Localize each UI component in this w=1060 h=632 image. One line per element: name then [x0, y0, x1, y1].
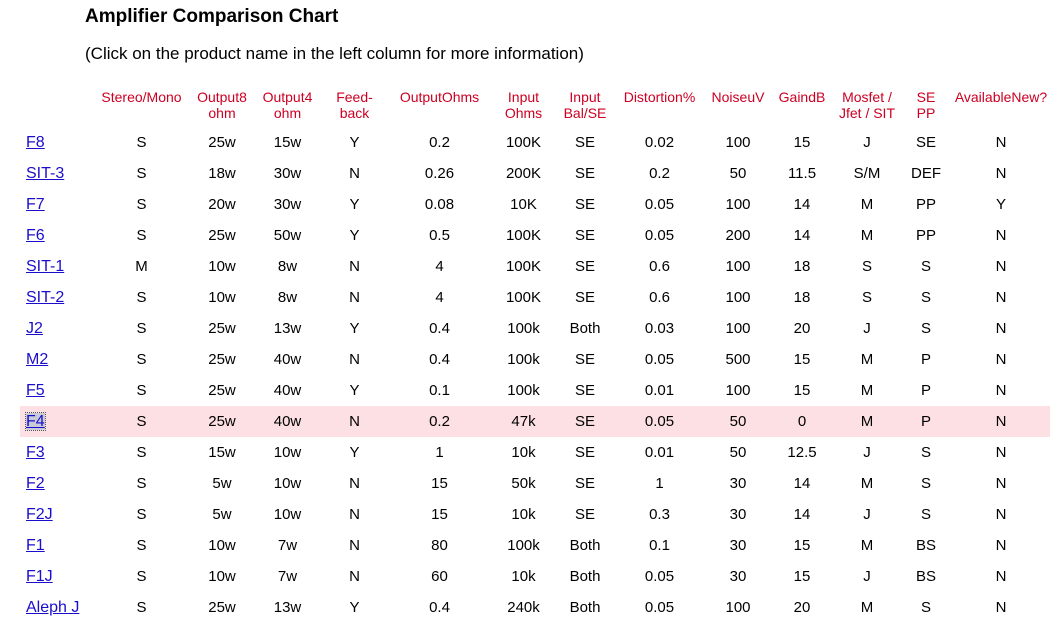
- header-row: [20, 89, 1050, 127]
- gain-cell: 15: [793, 537, 811, 554]
- feedback-cell: N: [349, 351, 360, 368]
- feedback-cell: N: [349, 289, 360, 306]
- product-link[interactable]: SIT-1: [26, 257, 65, 275]
- distortion-cell: 0.05: [613, 406, 706, 437]
- stereo-mono-cell: S: [136, 475, 147, 492]
- table-row: [20, 220, 1050, 251]
- header-label-line1: Feed-: [336, 89, 373, 105]
- table-row: [20, 499, 1050, 530]
- output-ohms-cell: 0.4: [429, 351, 450, 368]
- product-name-cell: [20, 344, 94, 375]
- noise-cell: 50: [729, 444, 747, 461]
- distortion-cell: 0.1: [649, 537, 670, 554]
- input-bal-se-cell: Both: [569, 537, 601, 554]
- output8-cell: 25w: [208, 599, 236, 616]
- available-new-cell: N: [995, 227, 1007, 244]
- stereo-mono-cell: S: [136, 196, 147, 213]
- se-pp-cell: SE: [915, 134, 936, 151]
- available-new-cell: N: [995, 537, 1007, 554]
- output-ohms-cell: 15: [431, 475, 448, 492]
- se-pp-cell: P: [920, 351, 931, 368]
- output-ohms-cell: 80: [431, 537, 448, 554]
- product-link[interactable]: F7: [26, 195, 45, 213]
- product-name-cell: [20, 220, 94, 251]
- stereo-mono-cell: S: [136, 444, 147, 461]
- se-pp-cell: P: [920, 382, 931, 399]
- product-link[interactable]: F2: [26, 474, 45, 492]
- header-gain: [770, 89, 834, 127]
- se-pp-cell: S: [920, 444, 931, 461]
- output-ohms-cell: 0.26: [424, 165, 455, 182]
- noise-cell: 100: [725, 382, 751, 399]
- header-label-line1: Stereo/Mono: [101, 89, 182, 105]
- product-name-cell: [20, 375, 94, 406]
- output-ohms-cell: 0.5: [429, 227, 450, 244]
- available-new-cell: N: [995, 320, 1007, 337]
- distortion-cell: 0.01: [644, 444, 675, 461]
- header-label-line2: back: [339, 105, 370, 121]
- input-ohms-cell: 50k: [511, 475, 536, 492]
- product-link[interactable]: F5: [26, 381, 45, 399]
- header-noise: [706, 89, 770, 127]
- input-ohms-cell: 100K: [505, 258, 542, 275]
- output8-cell: 25w: [189, 406, 255, 437]
- product-link[interactable]: SIT-2: [26, 288, 65, 306]
- output4-cell: 7w: [277, 537, 298, 554]
- table-row: [20, 158, 1050, 189]
- stereo-mono-cell: S: [136, 537, 147, 554]
- gain-cell: 15: [793, 134, 811, 151]
- input-ohms-cell: 100k: [507, 351, 540, 368]
- product-link[interactable]: F6: [26, 226, 45, 244]
- header-se-pp: [900, 89, 952, 127]
- table-row: [20, 592, 1050, 623]
- device-type-cell: J: [863, 444, 871, 461]
- device-type-cell: M: [860, 227, 874, 244]
- product-name-cell: [20, 592, 94, 623]
- output8-cell: 20w: [208, 196, 236, 213]
- available-new-cell: N: [995, 351, 1007, 368]
- available-new-cell: N: [995, 444, 1007, 461]
- output4-cell: 10w: [273, 444, 302, 461]
- header-label-line2: Bal/SE: [563, 105, 607, 121]
- available-new-cell: N: [952, 406, 1050, 437]
- product-name-cell: [20, 530, 94, 561]
- stereo-mono-cell: S: [136, 289, 147, 306]
- gain-cell: 18: [793, 289, 811, 306]
- stereo-mono-cell: S: [136, 320, 147, 337]
- input-bal-se-cell: SE: [574, 165, 595, 182]
- table-body: [20, 127, 1050, 623]
- output8-cell: 10w: [208, 537, 236, 554]
- output8-cell: 25w: [208, 382, 236, 399]
- distortion-cell: 0.05: [644, 227, 675, 244]
- output8-cell: 10w: [208, 568, 236, 585]
- header-product: [20, 89, 94, 127]
- output-ohms-cell: 15: [431, 506, 448, 523]
- se-pp-cell: S: [920, 506, 931, 523]
- input-bal-se-cell: SE: [574, 289, 595, 306]
- header-label-line1: NoiseuV: [711, 89, 765, 105]
- input-bal-se-cell: SE: [574, 196, 595, 213]
- feedback-cell: N: [349, 165, 360, 182]
- available-new-cell: N: [995, 475, 1007, 492]
- se-pp-cell: DEF: [911, 165, 941, 182]
- noise-cell: 50: [706, 406, 770, 437]
- device-type-cell: S: [861, 258, 872, 275]
- available-new-cell: Y: [995, 196, 1006, 213]
- header-distortion: [613, 89, 706, 127]
- output4-cell: 10w: [273, 475, 302, 492]
- available-new-cell: N: [995, 289, 1007, 306]
- output-ohms-cell: 60: [431, 568, 448, 585]
- output4-cell: 8w: [277, 289, 298, 306]
- device-type-cell: S/M: [853, 165, 881, 182]
- noise-cell: 500: [725, 351, 751, 368]
- stereo-mono-cell: S: [136, 382, 147, 399]
- header-label-line1: Mosfet /: [842, 89, 892, 105]
- gain-cell: 20: [793, 599, 811, 616]
- input-bal-se-cell: SE: [574, 444, 595, 461]
- header-label-line1: Output8: [197, 89, 247, 105]
- output8-cell: 10w: [208, 289, 236, 306]
- header-label-line2: ohm: [273, 105, 302, 121]
- input-ohms-cell: 100K: [505, 289, 542, 306]
- output8-cell: 25w: [208, 320, 236, 337]
- header-output8: [189, 89, 255, 127]
- output4-cell: 30w: [273, 165, 302, 182]
- feedback-cell: Y: [349, 599, 360, 616]
- noise-cell: 200: [725, 227, 751, 244]
- output4-cell: 15w: [273, 134, 302, 151]
- distortion-cell: 1: [655, 475, 664, 492]
- gain-cell: 15: [793, 382, 811, 399]
- header-label-line2: Jfet / SIT: [838, 105, 895, 121]
- product-link[interactable]: F1J: [26, 567, 53, 585]
- distortion-cell: 0.02: [644, 134, 675, 151]
- device-type-cell: M: [860, 196, 874, 213]
- distortion-cell: 0.6: [649, 289, 670, 306]
- product-link[interactable]: F1: [26, 536, 45, 554]
- gain-cell: 14: [793, 196, 811, 213]
- input-ohms-cell: 10K: [510, 196, 537, 213]
- page-subtitle: (Click on the product name in the left column for more information): [85, 44, 584, 63]
- se-pp-cell: PP: [915, 196, 936, 213]
- stereo-mono-cell: S: [136, 568, 147, 585]
- available-new-cell: N: [995, 134, 1007, 151]
- input-ohms-cell: 200K: [505, 165, 542, 182]
- output-ohms-cell: 4: [435, 258, 444, 275]
- product-link[interactable]: F4: [26, 412, 45, 430]
- output8-cell: 18w: [208, 165, 236, 182]
- output4-cell: 10w: [273, 506, 302, 523]
- table-row: [20, 375, 1050, 406]
- device-type-cell: M: [860, 351, 874, 368]
- header-input-bal-se: [557, 89, 613, 127]
- product-link[interactable]: M2: [26, 350, 49, 368]
- se-pp-cell: S: [920, 320, 931, 337]
- header-label-line1: Input: [507, 89, 540, 105]
- table-row: [20, 561, 1050, 592]
- header-feedback: [320, 89, 389, 127]
- feedback-cell: Y: [349, 320, 360, 337]
- device-type-cell: J: [863, 134, 871, 151]
- product-link[interactable]: SIT-3: [26, 164, 65, 182]
- input-bal-se-cell: SE: [574, 351, 595, 368]
- header-device-type: [834, 89, 900, 127]
- table-row: [20, 251, 1050, 282]
- available-new-cell: N: [995, 599, 1007, 616]
- header-label-line1: OutputOhms: [399, 89, 480, 105]
- output-ohms-cell: 0.08: [424, 196, 455, 213]
- header-label-line1: AvailableNew?: [954, 89, 1048, 105]
- device-type-cell: M: [860, 475, 874, 492]
- output8-cell: 25w: [208, 134, 236, 151]
- header-label-line1: Output4: [262, 89, 313, 105]
- output-ohms-cell: 0.4: [429, 320, 450, 337]
- header-label-line1: Input: [569, 89, 601, 105]
- stereo-mono-cell: M: [135, 258, 148, 275]
- feedback-cell: Y: [349, 196, 360, 213]
- feedback-cell: N: [349, 475, 360, 492]
- output4-cell: 8w: [277, 258, 298, 275]
- noise-cell: 100: [725, 134, 751, 151]
- output8-cell: 5w: [212, 506, 232, 523]
- output4-cell: 50w: [273, 227, 302, 244]
- available-new-cell: N: [995, 165, 1007, 182]
- feedback-cell: N: [349, 258, 360, 275]
- header-label-line1: GaindB: [778, 89, 826, 105]
- gain-cell: 15: [793, 351, 811, 368]
- input-ohms-cell: 47k: [490, 406, 557, 437]
- header-label-line1: SE: [916, 89, 936, 105]
- device-type-cell: J: [863, 568, 871, 585]
- se-pp-cell: S: [920, 258, 931, 275]
- stereo-mono-cell: S: [136, 506, 147, 523]
- output-ohms-cell: 0.2: [429, 134, 450, 151]
- stereo-mono-cell: S: [136, 165, 147, 182]
- output-ohms-cell: 4: [435, 289, 444, 306]
- table-row: [20, 530, 1050, 561]
- input-bal-se-cell: SE: [574, 506, 595, 523]
- header-stereo-mono: [94, 89, 189, 127]
- product-name-cell: [20, 127, 94, 158]
- noise-cell: 30: [729, 475, 747, 492]
- noise-cell: 100: [725, 289, 751, 306]
- output8-cell: 25w: [208, 227, 236, 244]
- feedback-cell: Y: [349, 134, 360, 151]
- feedback-cell: N: [349, 537, 360, 554]
- product-link[interactable]: J2: [26, 319, 43, 337]
- output4-cell: 30w: [273, 196, 302, 213]
- table-row: [20, 437, 1050, 468]
- product-name-cell: [20, 313, 94, 344]
- device-type-cell: J: [863, 320, 871, 337]
- product-name-cell: [20, 406, 94, 437]
- gain-cell: 0: [770, 406, 834, 437]
- output-ohms-cell: 0.1: [429, 382, 450, 399]
- feedback-cell: N: [349, 568, 360, 585]
- product-name-cell: [20, 158, 94, 189]
- distortion-cell: 0.6: [649, 258, 670, 275]
- se-pp-cell: BS: [915, 568, 936, 585]
- distortion-cell: 0.05: [644, 599, 675, 616]
- table-row: [20, 406, 1050, 437]
- output8-cell: 10w: [208, 258, 236, 275]
- header-label-line2: PP: [916, 105, 936, 121]
- noise-cell: 30: [729, 537, 747, 554]
- table-row: [20, 468, 1050, 499]
- output8-cell: 25w: [208, 351, 236, 368]
- output4-cell: 40w: [255, 406, 320, 437]
- available-new-cell: N: [995, 382, 1007, 399]
- noise-cell: 50: [729, 165, 747, 182]
- gain-cell: 20: [793, 320, 811, 337]
- noise-cell: 100: [725, 196, 751, 213]
- device-type-cell: J: [863, 506, 871, 523]
- stereo-mono-cell: S: [94, 406, 189, 437]
- table-row: [20, 344, 1050, 375]
- gain-cell: 14: [793, 227, 811, 244]
- input-bal-se-cell: SE: [557, 406, 613, 437]
- distortion-cell: 0.05: [644, 568, 675, 585]
- stereo-mono-cell: S: [136, 599, 147, 616]
- noise-cell: 30: [729, 506, 747, 523]
- header-label-line2: Ohms: [504, 105, 543, 121]
- feedback-cell: N: [320, 406, 389, 437]
- feedback-cell: N: [349, 506, 360, 523]
- output4-cell: 7w: [277, 568, 298, 585]
- output8-cell: 15w: [208, 444, 236, 461]
- product-name-cell: [20, 282, 94, 313]
- output-ohms-cell: 0.2: [389, 406, 490, 437]
- device-type-cell: M: [860, 382, 874, 399]
- product-name-cell: [20, 561, 94, 592]
- input-ohms-cell: 100K: [505, 134, 542, 151]
- feedback-cell: Y: [349, 444, 360, 461]
- device-type-cell: M: [860, 537, 874, 554]
- input-ohms-cell: 100k: [507, 537, 540, 554]
- product-link[interactable]: F3: [26, 443, 45, 461]
- distortion-cell: 0.03: [644, 320, 675, 337]
- stereo-mono-cell: S: [136, 227, 147, 244]
- noise-cell: 30: [729, 568, 747, 585]
- input-ohms-cell: 10k: [511, 506, 536, 523]
- se-pp-cell: S: [920, 475, 931, 492]
- product-link[interactable]: F8: [26, 133, 45, 151]
- stereo-mono-cell: S: [136, 351, 147, 368]
- distortion-cell: 0.01: [644, 382, 675, 399]
- table-row: [20, 127, 1050, 158]
- table-row: [20, 313, 1050, 344]
- input-bal-se-cell: Both: [569, 599, 601, 616]
- input-bal-se-cell: SE: [574, 382, 595, 399]
- distortion-cell: 0.05: [644, 351, 675, 368]
- device-type-cell: S: [861, 289, 872, 306]
- input-ohms-cell: 100k: [507, 382, 540, 399]
- distortion-cell: 0.2: [649, 165, 670, 182]
- input-bal-se-cell: SE: [574, 258, 595, 275]
- se-pp-cell: P: [900, 406, 952, 437]
- available-new-cell: N: [995, 568, 1007, 585]
- input-ohms-cell: 100K: [505, 227, 542, 244]
- stereo-mono-cell: S: [136, 134, 147, 151]
- header-available-new: [952, 89, 1050, 127]
- output-ohms-cell: 1: [435, 444, 444, 461]
- header-output4: [255, 89, 320, 127]
- product-name-cell: [20, 251, 94, 282]
- available-new-cell: N: [995, 506, 1007, 523]
- input-bal-se-cell: Both: [569, 320, 601, 337]
- product-name-cell: [20, 468, 94, 499]
- gain-cell: 14: [793, 506, 811, 523]
- input-ohms-cell: 100k: [507, 320, 540, 337]
- output8-cell: 5w: [212, 475, 232, 492]
- product-link[interactable]: F2J: [26, 505, 53, 523]
- feedback-cell: Y: [349, 227, 360, 244]
- device-type-cell: M: [860, 599, 874, 616]
- input-bal-se-cell: SE: [574, 475, 595, 492]
- gain-cell: 12.5: [787, 444, 817, 461]
- output4-cell: 13w: [273, 320, 302, 337]
- noise-cell: 100: [725, 599, 751, 616]
- input-bal-se-cell: SE: [574, 227, 595, 244]
- page-title: Amplifier Comparison Chart: [85, 6, 339, 27]
- output4-cell: 40w: [273, 351, 302, 368]
- distortion-cell: 0.05: [644, 196, 675, 213]
- gain-cell: 18: [793, 258, 811, 275]
- feedback-cell: Y: [349, 382, 360, 399]
- input-bal-se-cell: SE: [574, 134, 595, 151]
- input-ohms-cell: 10k: [511, 568, 536, 585]
- se-pp-cell: PP: [915, 227, 936, 244]
- header-label-line2: ohm: [208, 105, 236, 121]
- se-pp-cell: S: [920, 599, 931, 616]
- header-label-line1: Distortion%: [623, 89, 696, 105]
- table-row: [20, 282, 1050, 313]
- product-name-cell: [20, 499, 94, 530]
- available-new-cell: N: [995, 258, 1007, 275]
- distortion-cell: 0.3: [649, 506, 670, 523]
- table-row: [20, 189, 1050, 220]
- input-bal-se-cell: Both: [569, 568, 601, 585]
- product-name-cell: [20, 189, 94, 220]
- output4-cell: 40w: [273, 382, 302, 399]
- se-pp-cell: BS: [915, 537, 936, 554]
- input-ohms-cell: 240k: [507, 599, 540, 616]
- comparison-table: [20, 89, 1050, 623]
- gain-cell: 14: [793, 475, 811, 492]
- header-input-ohms: [490, 89, 557, 127]
- input-ohms-cell: 10k: [511, 444, 536, 461]
- product-link[interactable]: Aleph J: [26, 598, 80, 616]
- product-name-cell: [20, 437, 94, 468]
- noise-cell: 100: [725, 258, 751, 275]
- se-pp-cell: S: [920, 289, 931, 306]
- noise-cell: 100: [725, 320, 751, 337]
- gain-cell: 11.5: [787, 165, 817, 182]
- output4-cell: 13w: [273, 599, 302, 616]
- gain-cell: 15: [793, 568, 811, 585]
- output-ohms-cell: 0.4: [429, 599, 450, 616]
- device-type-cell: M: [834, 406, 900, 437]
- header-output-ohms: [389, 89, 490, 127]
